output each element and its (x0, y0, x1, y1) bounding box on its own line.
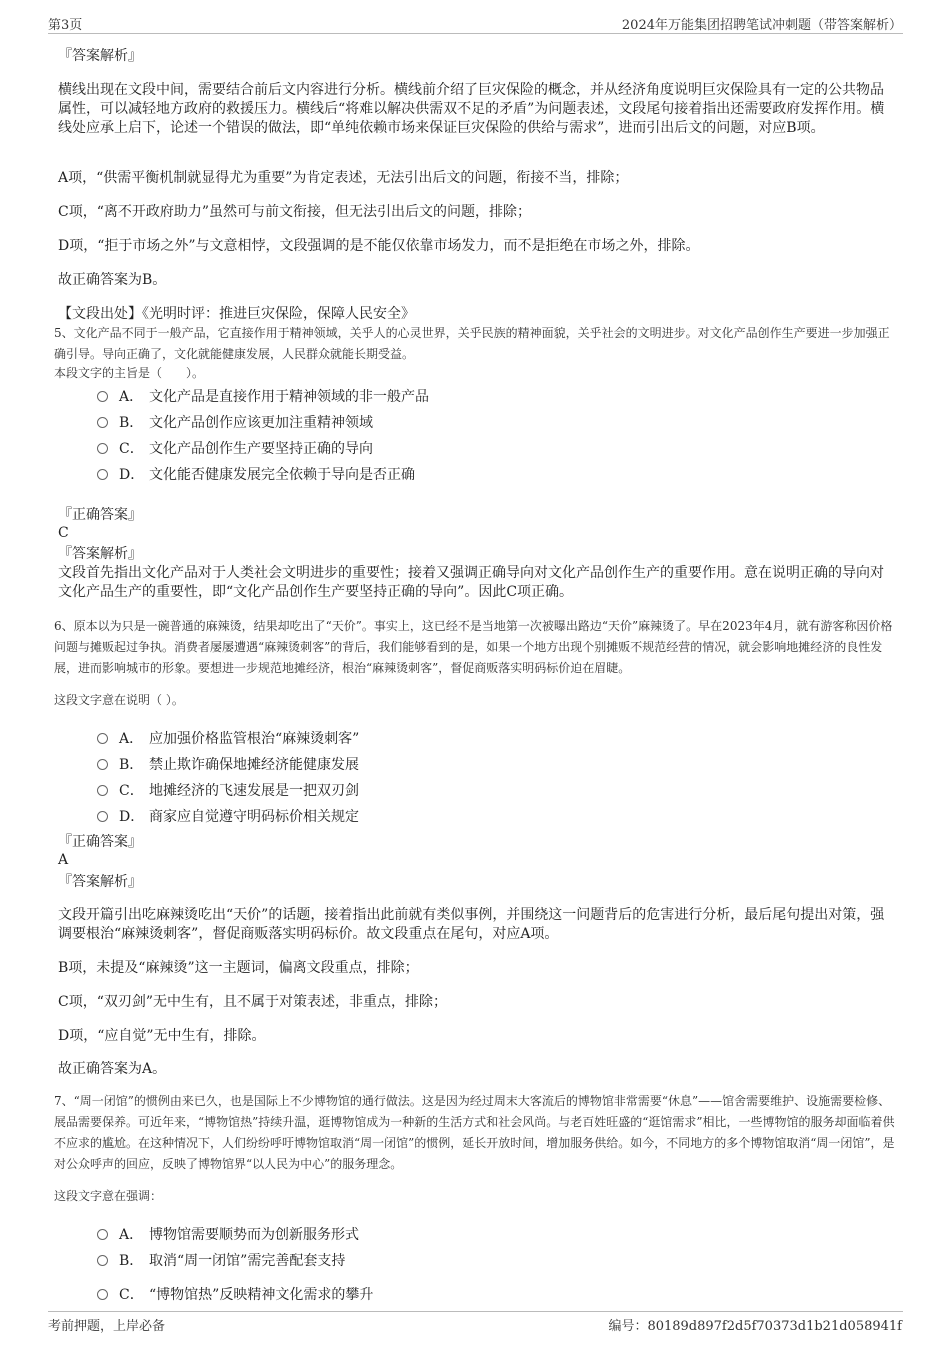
q5-answer-title: 『正确答案』 (58, 507, 142, 523)
q5-analysis-text: 文段首先指出文化产品对于人类社会文明进步的重要性；接着又强调正确导向对文化产品创作生产的重要作用。意在说明正确的导向对文化产品生产的重要性，即“文化产品创作生产要坚持正确的导向”。因此C项正确。 (58, 565, 884, 600)
q7-option-b[interactable]: B． 取消“周一闭馆”需完善配套支持 (97, 1250, 345, 1270)
radio-icon[interactable] (97, 1289, 108, 1300)
q4-option-a-explanation: A项，“供需平衡机制就显得尤为重要”为肯定表述，无法引出后文的问题，衔接不当，排除； (58, 170, 629, 186)
radio-icon[interactable] (97, 443, 108, 454)
q6-option-c-explanation: C项，“双刃剑”无中生有，且不属于对策表述，非重点，排除； (58, 994, 448, 1010)
q6-option-d-explanation: D项，“应自觉”无中生有，排除。 (58, 1028, 266, 1044)
q6-answer: A (58, 852, 69, 868)
q4-conclusion: 故正确答案为B。 (58, 272, 167, 288)
q4-option-c-explanation: C项，“离不开政府助力”虽然可与前文衔接，但无法引出后文的问题，排除； (58, 204, 532, 220)
q6-option-d[interactable]: D． 商家应自觉遵守明码标价相关规定 (97, 806, 359, 826)
radio-icon[interactable] (97, 811, 108, 822)
q6-option-a[interactable]: A． 应加强价格监管根治“麻辣烫刺客” (97, 728, 359, 748)
radio-icon[interactable] (97, 1229, 108, 1240)
q7-option-a[interactable]: A． 博物馆需要顺势而为创新服务形式 (97, 1224, 359, 1244)
q4-option-d-explanation: D项，“拒于市场之外”与文意相悖，文段强调的是不能仅依靠市场发力，而不是拒绝在市场之外，排除。 (58, 238, 700, 254)
q5-option-b[interactable]: B． 文化产品创作应该更加注重精神领域 (97, 412, 373, 432)
q4-analysis-title: 『答案解析』 (58, 48, 142, 64)
q7-option-c[interactable]: C． “博物馆热”反映精神文化需求的攀升 (97, 1284, 373, 1304)
q7-question: 这段文字意在强调： (54, 1189, 163, 1203)
q6-answer-title: 『正确答案』 (58, 834, 142, 850)
document-id: 编号：80189d897f2d5f70373d1b21d058941f (608, 1319, 902, 1334)
q6-question: 这段文字意在说明（ ）。 (54, 693, 184, 707)
q6-option-b[interactable]: B． 禁止欺诈确保地摊经济能健康发展 (97, 754, 359, 774)
q6-analysis-text: 文段开篇引出吃麻辣烫吃出“天价”的话题，接着指出此前就有类似事例，并围绕这一问题背后的危害进行分析，最后尾句提出对策，强调要根治“麻辣烫刺客”，督促商贩落实明码标价。故文段重点在尾句，对应A项。 (58, 907, 885, 942)
q5-analysis-title: 『答案解析』 (58, 546, 142, 562)
footer-divider (48, 1311, 903, 1312)
q4-source: 【文段出处】《光明时评：推进巨灾保险，保障人民安全》 (58, 306, 415, 322)
radio-icon[interactable] (97, 469, 108, 480)
radio-icon[interactable] (97, 785, 108, 796)
q5-option-a[interactable]: A． 文化产品是直接作用于精神领域的非一般产品 (97, 386, 429, 406)
q5-stem: 5、文化产品不同于一般产品，它直接作用于精神领域，关乎人的心灵世界，关乎民族的精神面貌，关乎社会的文明进步。对文化产品创作生产要进一步加强正确引导。导向正确了，文化就能健康发展，人民群众就能长期受益。 (54, 326, 890, 361)
q5-answer: C (58, 525, 69, 541)
q5-question: 本段文字的主旨是（ ）。 (54, 366, 205, 380)
q6-option-c[interactable]: C． 地摊经济的飞速发展是一把双刃剑 (97, 780, 359, 800)
q6-conclusion: 故正确答案为A。 (58, 1061, 167, 1077)
q4-analysis-text: 横线出现在文段中间，需要结合前后文内容进行分析。横线前介绍了巨灾保险的概念，并从经济角度说明巨灾保险具有一定的公共物品属性，可以减轻地方政府的救援压力。横线后“将难以解决供需双不足的矛盾”为问题表述，文段尾句接着指出还需要政府发挥作用。横线处应承上启下，论述一个错误的做法，即“单纯依赖市场来保证巨灾保险的供给与需求”，进而引出后文的问题，对应B项。 (58, 82, 885, 136)
q5-option-c[interactable]: C． 文化产品创作生产要坚持正确的导向 (97, 438, 373, 458)
radio-icon[interactable] (97, 733, 108, 744)
header-divider (48, 33, 903, 34)
radio-icon[interactable] (97, 417, 108, 428)
page-number: 第3页 (48, 18, 83, 33)
q6-stem: 6、原本以为只是一碗普通的麻辣烫，结果却吃出了“天价”。事实上，这已经不是当地第一次被曝出路边“天价”麻辣烫了。早在2023年4月，就有游客称因价格问题与摊贩起过争执。消费者屡屡遭遇“麻辣烫刺客”的背后，我们能够看到的是，如果一个地方出现个别摊贩不规范经营的情况，就会影响地摊经济的良性发展，进而影响城市的形象。要想进一步规范地摊经济，根治“麻辣烫刺客”，督促商贩落实明码标价迫在眉睫。 (54, 619, 893, 675)
radio-icon[interactable] (97, 391, 108, 402)
footer-slogan: 考前押题，上岸必备 (48, 1319, 166, 1334)
q5-option-d[interactable]: D． 文化能否健康发展完全依赖于导向是否正确 (97, 464, 415, 484)
q6-analysis-title: 『答案解析』 (58, 874, 142, 890)
radio-icon[interactable] (97, 759, 108, 770)
q6-option-b-explanation: B项，未提及“麻辣烫”这一主题词，偏离文段重点，排除； (58, 960, 419, 976)
radio-icon[interactable] (97, 1255, 108, 1266)
q7-stem: 7、“周一闭馆”的惯例由来已久，也是国际上不少博物馆的通行做法。这是因为经过周末大客流后的博物馆非常需要“休息”——馆舍需要维护、设施需要检修、展品需要保养。可近年来，“博物馆热”持续升温，逛博物馆成为一种新的生活方式和社会风尚。与老百姓旺盛的“逛馆需求”相比，一些博物馆的服务却面临着供不应求的尴尬。在这种情况下，人们纷纷呼吁博物馆取消“周一闭馆”的惯例，延长开放时间，增加服务供给。如今，不同地方的多个博物馆取消“周一闭馆”，是对公众呼声的回应，反映了博物馆界“以人民为中心”的服务理念。 (54, 1094, 895, 1171)
document-title: 2024年万能集团招聘笔试冲刺题（带答案解析） (621, 18, 902, 33)
